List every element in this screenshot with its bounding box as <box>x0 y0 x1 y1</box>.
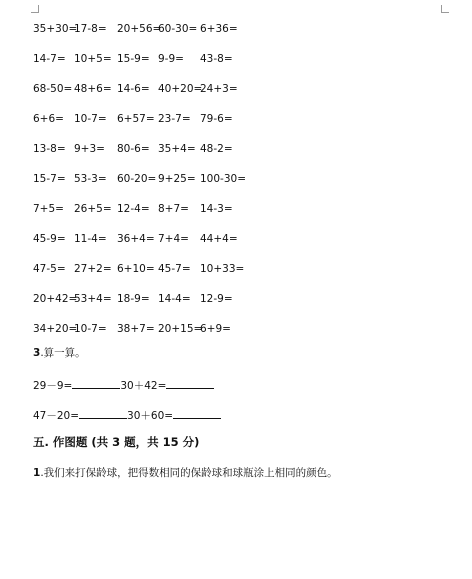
arithmetic-problem: 68-50= <box>33 83 73 95</box>
answer-blank[interactable] <box>173 407 221 419</box>
arithmetic-problem: 15-7= <box>33 173 66 185</box>
arithmetic-row <box>0 82 472 96</box>
arithmetic-row <box>0 232 472 246</box>
arithmetic-problem: 53+4= <box>74 293 112 305</box>
arithmetic-row <box>0 52 472 66</box>
arithmetic-problem: 45-7= <box>158 263 191 275</box>
arithmetic-problem: 27+2= <box>74 263 112 275</box>
answer-blank[interactable] <box>166 377 214 389</box>
arithmetic-problem: 14-3= <box>200 203 233 215</box>
question-1-text: .我们来打保龄球，把得数相同的保龄球和球瓶涂上相同的颜色。 <box>40 467 338 479</box>
expression: 30＋60= <box>127 410 174 422</box>
expression: 29－9= <box>33 380 73 392</box>
arithmetic-problem: 10-7= <box>74 113 107 125</box>
arithmetic-problem: 47-5= <box>33 263 66 275</box>
arithmetic-problem: 35+4= <box>158 143 196 155</box>
arithmetic-problem: 60-30= <box>158 23 198 35</box>
arithmetic-problem: 20+56= <box>117 23 162 35</box>
arithmetic-problem: 18-9= <box>117 293 150 305</box>
question-1-number: 1 <box>33 467 41 479</box>
arithmetic-problem: 12-4= <box>117 203 150 215</box>
arithmetic-problem: 60-20= <box>117 173 157 185</box>
arithmetic-problem: 23-7= <box>158 113 191 125</box>
page-corner-mark-left <box>31 5 39 13</box>
arithmetic-problem: 15-9= <box>117 53 150 65</box>
question-3-heading <box>33 346 86 360</box>
arithmetic-row <box>0 202 472 216</box>
arithmetic-problem: 100-30= <box>200 173 246 185</box>
arithmetic-problem: 14-7= <box>33 53 66 65</box>
arithmetic-problem: 8+7= <box>158 203 189 215</box>
arithmetic-problem: 11-4= <box>74 233 107 245</box>
arithmetic-row <box>0 112 472 126</box>
arithmetic-problem: 9+3= <box>74 143 105 155</box>
arithmetic-problem: 13-8= <box>33 143 66 155</box>
arithmetic-problem: 7+4= <box>158 233 189 245</box>
arithmetic-problem: 48-2= <box>200 143 233 155</box>
arithmetic-problem: 36+4= <box>117 233 155 245</box>
arithmetic-problem: 35+30= <box>33 23 78 35</box>
answer-blank[interactable] <box>72 377 120 389</box>
arithmetic-problem: 10-7= <box>74 323 107 335</box>
question-3-number: 3 <box>33 347 41 359</box>
question-3-line-2 <box>33 407 221 423</box>
arithmetic-problem: 45-9= <box>33 233 66 245</box>
question-1-prompt <box>33 466 338 480</box>
arithmetic-row <box>0 322 472 336</box>
arithmetic-problem: 38+7= <box>117 323 155 335</box>
arithmetic-problem: 48+6= <box>74 83 112 95</box>
arithmetic-row <box>0 262 472 276</box>
arithmetic-problem: 34+20= <box>33 323 78 335</box>
arithmetic-problem: 26+5= <box>74 203 112 215</box>
question-3-title: .算一算。 <box>40 347 86 359</box>
arithmetic-row <box>0 22 472 36</box>
arithmetic-row <box>0 172 472 186</box>
arithmetic-problem: 43-8= <box>200 53 233 65</box>
arithmetic-problem: 14-6= <box>117 83 150 95</box>
arithmetic-problem: 10+5= <box>74 53 112 65</box>
arithmetic-problem: 53-3= <box>74 173 107 185</box>
page-corner-mark-right <box>441 5 449 13</box>
arithmetic-problem: 17-8= <box>74 23 107 35</box>
arithmetic-problem: 20+15= <box>158 323 203 335</box>
arithmetic-problem: 79-6= <box>200 113 233 125</box>
arithmetic-problem: 40+20= <box>158 83 203 95</box>
arithmetic-problem: 9+25= <box>158 173 196 185</box>
arithmetic-problem: 6+36= <box>200 23 238 35</box>
answer-blank[interactable] <box>79 407 127 419</box>
arithmetic-row <box>0 292 472 306</box>
expression: 30＋42= <box>120 380 167 392</box>
question-3-line-1 <box>33 377 214 393</box>
arithmetic-problem: 44+4= <box>200 233 238 245</box>
arithmetic-problem: 6+9= <box>200 323 231 335</box>
arithmetic-problem: 14-4= <box>158 293 191 305</box>
arithmetic-problem: 24+3= <box>200 83 238 95</box>
arithmetic-problem: 10+33= <box>200 263 245 275</box>
arithmetic-problem: 7+5= <box>33 203 64 215</box>
arithmetic-problem: 6+6= <box>33 113 64 125</box>
section-5-title: 五. 作图题 (共 3 题，共 15 分) <box>33 435 200 449</box>
arithmetic-problem: 9-9= <box>158 53 184 65</box>
arithmetic-problem: 6+10= <box>117 263 155 275</box>
arithmetic-problem: 12-9= <box>200 293 233 305</box>
arithmetic-problem: 6+57= <box>117 113 155 125</box>
arithmetic-problem: 80-6= <box>117 143 150 155</box>
arithmetic-problem: 20+42= <box>33 293 78 305</box>
expression: 47－20= <box>33 410 80 422</box>
arithmetic-row <box>0 142 472 156</box>
